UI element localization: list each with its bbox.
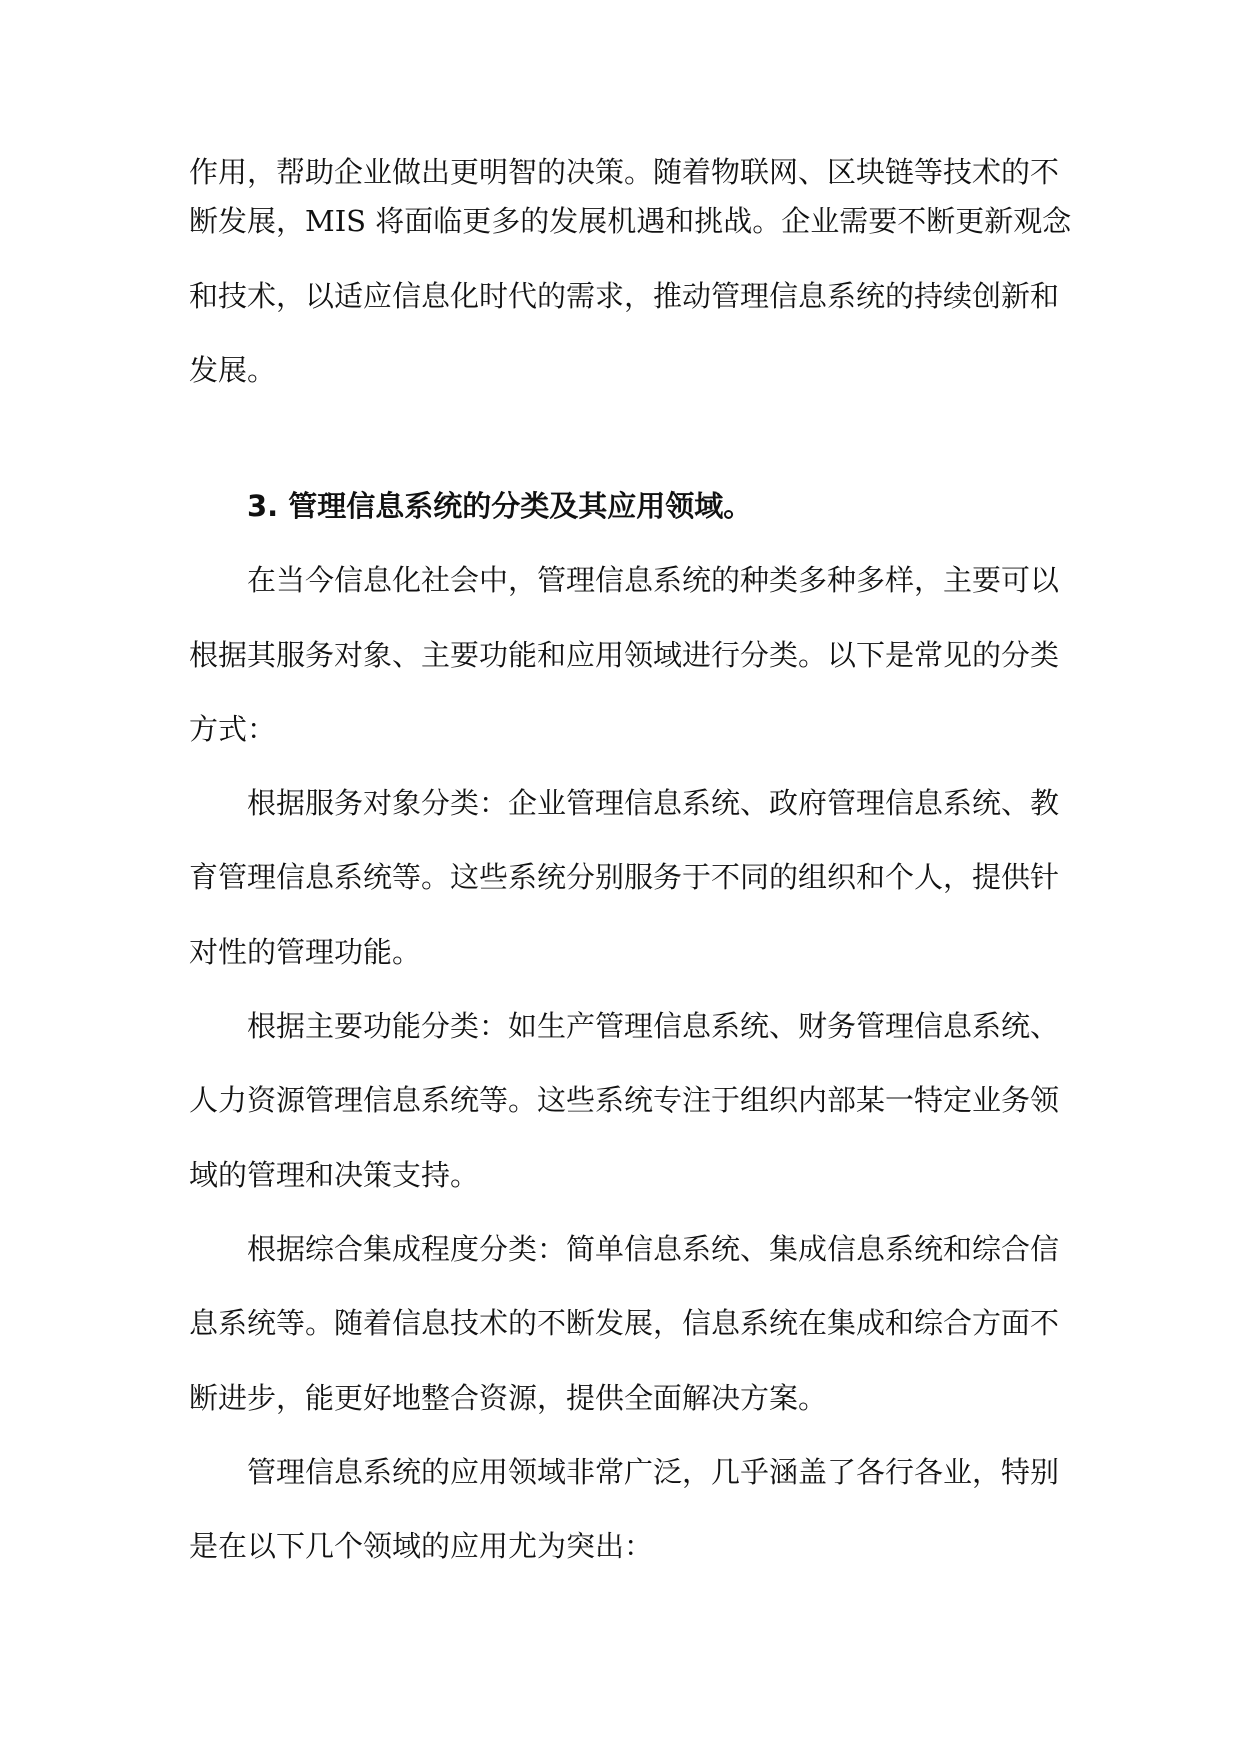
paragraph-line: 方式： [189,712,277,746]
paragraph-line: 发展。 [189,353,277,387]
paragraph-line: 管理信息系统的应用领域非常广泛，几乎涵盖了各行各业，特别 [247,1455,1060,1489]
paragraph-line: 是在以下几个领域的应用尤为突出： [189,1529,654,1563]
paragraph-line: 育管理信息系统等。这些系统分别服务于不同的组织和个人，提供针 [189,860,1060,894]
section-heading: 3. 管理信息系统的分类及其应用领域。 [247,489,753,523]
paragraph-line: 根据主要功能分类：如生产管理信息系统、财务管理信息系统、 [247,1009,1060,1043]
paragraph-line: 作用，帮助企业做出更明智的决策。随着物联网、区块链等技术的不 [189,155,1060,189]
paragraph-line: 和技术，以适应信息化时代的需求，推动管理信息系统的持续创新和 [189,279,1060,313]
paragraph-line: 域的管理和决策支持。 [189,1158,480,1192]
paragraph-line: 根据综合集成程度分类：简单信息系统、集成信息系统和综合信 [247,1232,1060,1266]
paragraph-line: 对性的管理功能。 [189,935,422,969]
paragraph-line: 在当今信息化社会中，管理信息系统的种类多种多样，主要可以 [247,563,1060,597]
paragraph-line: 人力资源管理信息系统等。这些系统专注于组织内部某一特定业务领 [189,1083,1060,1117]
paragraph-line: 断发展，MIS 将面临更多的发展机遇和挑战。企业需要不断更新观念 [189,204,1072,238]
paragraph-line: 断进步，能更好地整合资源，提供全面解决方案。 [189,1381,828,1415]
paragraph-line: 息系统等。随着信息技术的不断发展，信息系统在集成和综合方面不 [189,1306,1060,1340]
paragraph-line: 根据其服务对象、主要功能和应用领域进行分类。以下是常见的分类 [189,638,1060,672]
paragraph-line: 根据服务对象分类：企业管理信息系统、政府管理信息系统、教 [247,786,1060,820]
